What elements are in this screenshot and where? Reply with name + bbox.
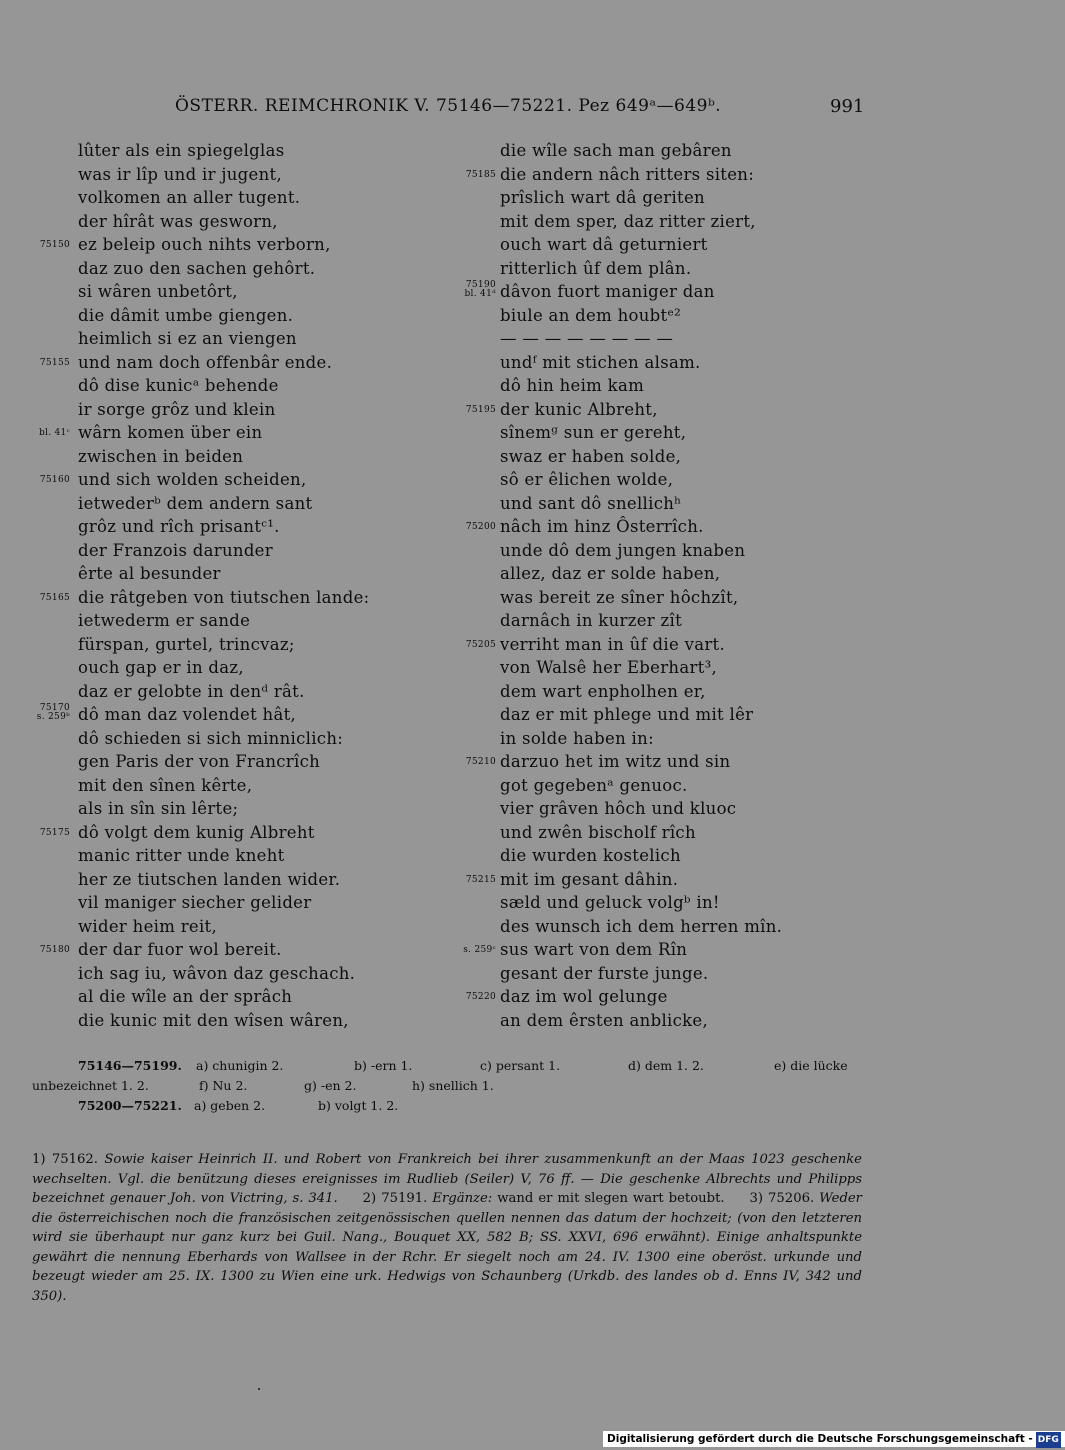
verse-line (440, 562, 960, 586)
verse-text: der kunic Albreht, (500, 399, 658, 419)
verse-text: sô er êlichen wolde, (500, 470, 674, 489)
verse-line (440, 774, 960, 798)
verse-text: was ir lîp und ir jugent, (78, 164, 282, 184)
verse-line (0, 327, 470, 351)
verse-text: allez, daz er solde haben, (500, 564, 721, 583)
verse-text: dô man daz volendet hât, (78, 705, 297, 724)
verse-line (0, 797, 470, 821)
apparatus-note: a) geben 2. (194, 1098, 266, 1113)
verse-text: die râtgeben von tiutschen lande: (78, 587, 370, 607)
apparatus-note: b) volgt 1. 2. (318, 1098, 399, 1113)
verse-text: die andern nâch ritters siten: (500, 164, 755, 184)
verse-line (0, 962, 470, 986)
critical-apparatus (32, 1058, 862, 1118)
line-number (466, 522, 496, 532)
footnote-label: 3) 75206. (749, 1191, 815, 1206)
verse-text: verriht man in ûf die vart. (500, 634, 725, 654)
verse-line (0, 210, 470, 234)
line-number-value: 75155 (39, 357, 70, 368)
verse-text: got gegebenᵃ genuoc. (500, 775, 688, 795)
verse-line (0, 774, 470, 798)
verse-line (440, 539, 960, 563)
verse-line (0, 586, 470, 610)
line-number-value: 75160 (39, 475, 70, 485)
line-number (466, 757, 496, 767)
verse-line (440, 1009, 960, 1033)
line-number (40, 358, 70, 368)
verse-text: manic ritter unde kneht (78, 846, 285, 865)
line-number-value: 75175 (39, 827, 70, 838)
page-number: 991 (830, 96, 865, 117)
verse-line (440, 891, 960, 915)
verse-line (0, 821, 470, 845)
verse-text: dem wart enpholhen er, (500, 681, 706, 701)
verse-line (0, 304, 470, 328)
verse-text: gesant der furste junge. (500, 963, 709, 983)
verse-line (440, 962, 960, 986)
verse-line (0, 139, 470, 163)
verse-text: mit im gesant dâhin. (500, 869, 679, 889)
verse-line (0, 868, 470, 892)
verse-text: und zwên bischolf rîch (500, 822, 696, 842)
verse-line (440, 445, 960, 469)
verse-text: und nam doch offenbâr ende. (78, 352, 333, 372)
page-title: ÖSTERR. REIMCHRONIK V. 75146—75221. Pez 649ᵃ—649ᵇ. (175, 96, 722, 116)
verse-line (0, 844, 470, 868)
verse-line (0, 915, 470, 939)
verse-line (440, 327, 960, 351)
verse-text: in solde haben in: (500, 728, 654, 748)
verse-text: dô dise kunicᵃ behende (78, 376, 279, 395)
verse-line (440, 186, 960, 210)
line-number-value: 75185 (465, 169, 496, 180)
line-number (40, 475, 70, 485)
line-number (39, 428, 70, 438)
verse-text: êrte al besunder (78, 564, 221, 583)
line-number-value: 75210 (465, 757, 496, 767)
verse-line (0, 633, 470, 657)
verse-line (440, 844, 960, 868)
line-number (466, 640, 496, 650)
line-number-value: 75205 (465, 639, 496, 650)
apparatus-note: unbezeichnet 1. 2. (32, 1078, 149, 1093)
verse-text: mit dem sper, daz ritter ziert, (500, 211, 756, 231)
verse-line (0, 938, 470, 962)
verse-text: wider heim reit, (78, 916, 218, 936)
verse-text: was bereit ze sîner hôchzît, (500, 587, 739, 607)
verse-text: wârn komen über ein (78, 423, 263, 442)
verse-line (440, 257, 960, 281)
verse-line (0, 163, 470, 187)
line-number (466, 875, 496, 885)
verse-line (0, 750, 470, 774)
verse-text: und sant dô snellichʰ (500, 493, 682, 513)
footnote-text: wand er mit slegen wart betoubt. (497, 1191, 725, 1206)
verse-text: fürspan, gurtel, trincvaz; (78, 634, 295, 654)
line-number-value: 75200 (465, 522, 496, 532)
apparatus-note: c) persant 1. (480, 1058, 561, 1073)
verse-line (440, 398, 960, 422)
verse-text: vier grâven hôch und kluoc (500, 799, 737, 818)
apparatus-note: g) -en 2. (304, 1078, 357, 1093)
verse-line (0, 562, 470, 586)
verse-text: darnâch in kurzer zît (500, 611, 683, 630)
verse-line (440, 821, 960, 845)
apparatus-note: b) -ern 1. (354, 1058, 413, 1073)
verse-text: lûter als ein spiegelglas (78, 141, 285, 160)
line-number (463, 945, 496, 955)
verse-text: daz im wol gelunge (500, 987, 668, 1006)
verse-text: zwischen in beiden (78, 446, 244, 466)
apparatus-row (32, 1078, 862, 1098)
verse-line (440, 374, 960, 398)
apparatus-row (32, 1058, 862, 1078)
verse-line (440, 468, 960, 492)
verse-text: dô hin heim kam (500, 376, 645, 395)
verse-text: vil maniger siecher gelider (78, 893, 312, 912)
verse-text: al die wîle an der sprâch (78, 987, 293, 1006)
verse-text: daz zuo den sachen gehôrt. (78, 258, 316, 278)
verse-line (0, 351, 470, 375)
footnotes (32, 1150, 862, 1306)
verse-text: von Walsê her Eberhart³, (500, 658, 718, 677)
verse-line (440, 586, 960, 610)
line-number (466, 405, 496, 415)
footnote-text: Ergänze: (432, 1191, 493, 1206)
running-header (0, 96, 1000, 120)
right-verse-column (440, 139, 960, 1032)
verse-line (440, 492, 960, 516)
verse-line (0, 257, 470, 281)
line-number-value: 75195 (465, 404, 496, 415)
verse-text: daz er mit phlege und mit lêr (500, 705, 754, 724)
line-number (40, 828, 70, 838)
verse-text: ir sorge grôz und klein (78, 399, 276, 419)
scan-speck (258, 1388, 260, 1390)
verse-text: undᶠ mit stichen alsam. (500, 352, 701, 372)
verse-line (0, 421, 470, 445)
verse-text: biule an dem houbtᵉ² (500, 305, 682, 325)
verse-text: si wâren unbetôrt, (78, 282, 238, 301)
verse-text: unde dô dem jungen knaben (500, 540, 746, 560)
apparatus-note: h) snellich 1. (412, 1078, 494, 1093)
line-number-value: 75180 (39, 945, 70, 955)
verse-text: der hîrât was gesworn, (78, 211, 278, 231)
line-number-value: 75220 (465, 992, 496, 1002)
verse-line (440, 139, 960, 163)
verse-text: die kunic mit den wîsen wâren, (78, 1010, 349, 1030)
verse-line (0, 985, 470, 1009)
line-number-value: 75170 (39, 703, 70, 713)
verse-text: her ze tiutschen landen wider. (78, 869, 341, 889)
verse-line (0, 280, 470, 304)
left-verse-column (0, 139, 470, 1032)
footnote-label: 1) 75162. (32, 1152, 98, 1167)
verse-text: der Franzois darunder (78, 540, 273, 560)
verse-text: ez beleip ouch nihts verborn, (78, 235, 331, 254)
footnote-text: Sowie kaiser Heinrich II. und Robert von Frankreich bei ihrer zusammenkunft an der Maas 1023 geschenke wechselten. Vgl. die benützung dieses ereignisses im Rudlieb (Seiler) V, 76 ff. — Die geschenke Albrechts und Philipps bezeichnet genauer Joh. von Victring, s. 341. (32, 1152, 862, 1206)
line-number-value: 75190 (465, 280, 496, 290)
verse-line (440, 609, 960, 633)
line-number (37, 704, 70, 722)
line-number-value: 75165 (39, 592, 70, 603)
verse-text: sus wart von dem Rîn (500, 940, 688, 959)
folio-marker: s. 259ᵇ (36, 712, 70, 722)
verse-line (440, 727, 960, 751)
verse-text: dâvon fuort maniger dan (500, 282, 715, 301)
verse-text: prîslich wart dâ geriten (500, 188, 705, 207)
verse-line (440, 680, 960, 704)
verse-text: mit den sînen kêrte, (78, 775, 253, 795)
line-number-value: s. 259ᶜ (463, 945, 496, 955)
verse-line (440, 656, 960, 680)
verse-line (0, 539, 470, 563)
apparatus-note: a) chunigin 2. (196, 1058, 284, 1073)
line-number (466, 170, 496, 180)
verse-text: ietwederᵇ dem andern sant (78, 493, 313, 513)
dfg-logo: DFG (1036, 1432, 1061, 1448)
verse-text: swaz er haben solde, (500, 446, 682, 466)
verse-text: ouch gap er in daz, (78, 658, 244, 677)
verse-text: des wunsch ich dem herren mîn. (500, 916, 783, 936)
verse-line (0, 492, 470, 516)
apparatus-range-label: 75200—75221. (78, 1098, 182, 1113)
verse-text: heimlich si ez an viengen (78, 329, 297, 348)
verse-line (0, 609, 470, 633)
verse-text: sînemᵍ sun er gereht, (500, 423, 687, 442)
footnote-label: 2) 75191. (362, 1191, 428, 1206)
verse-line (440, 985, 960, 1009)
verse-line (0, 680, 470, 704)
apparatus-note: f) Nu 2. (199, 1078, 248, 1093)
credit-text: Digitalisierung gefördert durch die Deutsche Forschungsgemeinschaft - (607, 1433, 1033, 1445)
apparatus-note: e) die lücke (774, 1058, 848, 1073)
verse-text: nâch im hinz Ôsterrîch. (500, 517, 704, 536)
verse-text: die wurden kostelich (500, 846, 681, 865)
verse-line (0, 468, 470, 492)
verse-line (440, 515, 960, 539)
verse-text: die wîle sach man gebâren (500, 141, 732, 160)
verse-line (440, 210, 960, 234)
line-number (40, 593, 70, 603)
line-number (40, 240, 70, 250)
verse-text: dô volgt dem kunig Albreht (78, 822, 315, 842)
verse-text: grôz und rîch prisantᶜ¹. (78, 517, 280, 536)
line-number (466, 992, 496, 1002)
verse-line (0, 398, 470, 422)
verse-text: ritterlich ûf dem plân. (500, 258, 692, 278)
verse-text: daz er gelobte in denᵈ rât. (78, 681, 305, 701)
verse-text: gen Paris der von Francrîch (78, 752, 321, 771)
verse-line (440, 351, 960, 375)
line-number-value: bl. 41ᶜ (38, 428, 70, 438)
verse-line (440, 868, 960, 892)
verse-line (440, 304, 960, 328)
verse-line (440, 703, 960, 727)
verse-line (0, 515, 470, 539)
footnote-text: Weder die österreichischen noch die französischen zeitgenössischen quellen nennen das datum der hochzeit; (von den letzteren wird sie überhaupt nur ganz kurz bei Guil. Nang., Bouquet XX, 582 B; SS. XXVI, 696 erwähnt). Einige anhaltspunkte gewährt die nennung Eberhards von Wallsee in der Rchr. Er siegelt noch am 24. IV. 1300 eine oberöst. urkunde und bezeugt wieder am 25. IX. 1300 zu Wien eine urk. Hedwigs von Schaunberg (Urkdb. des landes ob d. Enns IV, 342 und 350). (32, 1191, 862, 1304)
verse-text: darzuo het im witz und sin (500, 752, 731, 771)
verse-line (440, 797, 960, 821)
verse-line (440, 421, 960, 445)
verse-text: ich sag iu, wâvon daz geschach. (78, 963, 356, 983)
verse-line (440, 750, 960, 774)
line-number-value: 75215 (465, 874, 496, 885)
verse-text: sæld und geluck volgᵇ in! (500, 893, 720, 912)
verse-line (0, 1009, 470, 1033)
apparatus-row (32, 1098, 862, 1118)
verse-line (440, 233, 960, 257)
line-number (464, 281, 496, 299)
verse-text: die dâmit umbe giengen. (78, 305, 294, 325)
apparatus-range-label: 75146—75199. (78, 1058, 182, 1073)
verse-line (440, 163, 960, 187)
folio-marker: bl. 41ᵈ (464, 289, 496, 299)
line-number (40, 945, 70, 955)
verse-line (440, 633, 960, 657)
verse-text: ouch wart dâ geturniert (500, 235, 708, 254)
verse-text: der dar fuor wol bereit. (78, 940, 282, 959)
apparatus-note: d) dem 1. 2. (628, 1058, 704, 1073)
verse-line (440, 915, 960, 939)
verse-line (0, 656, 470, 680)
verse-text: dô schieden si sich minniclich: (78, 728, 344, 748)
verse-line (0, 445, 470, 469)
verse-line (0, 891, 470, 915)
digitization-credit (603, 1431, 1065, 1447)
line-number-value: 75150 (39, 240, 70, 250)
verse-line (440, 280, 960, 304)
verse-text: ietwederm er sande (78, 611, 251, 630)
verse-text: volkomen an aller tugent. (78, 188, 301, 207)
verse-text: und sich wolden scheiden, (78, 470, 307, 489)
verse-text: — — — — — — — — (500, 329, 674, 348)
verse-line (0, 186, 470, 210)
verse-line (0, 374, 470, 398)
verse-line (0, 703, 470, 727)
verse-text: als in sîn sin lêrte; (78, 799, 239, 818)
verse-text: an dem êrsten anblicke, (500, 1010, 709, 1030)
verse-line (440, 938, 960, 962)
verse-line (0, 727, 470, 751)
verse-line (0, 233, 470, 257)
